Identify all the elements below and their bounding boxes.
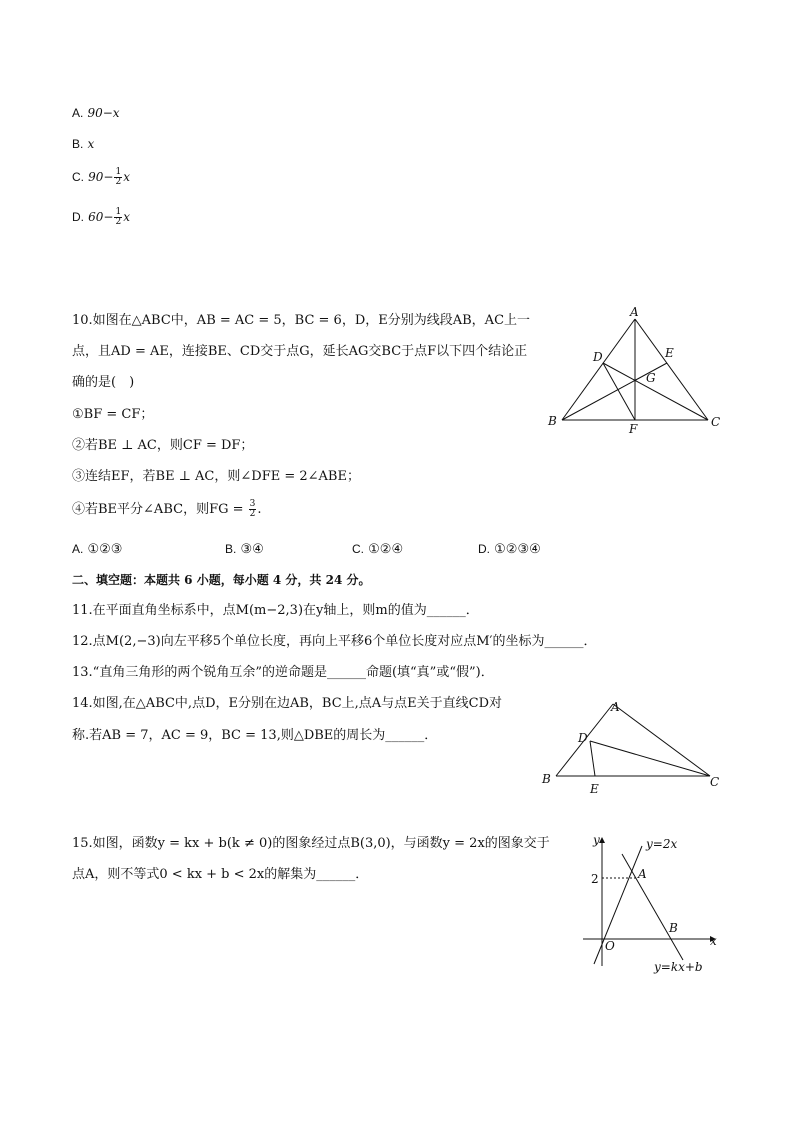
q10-line-2: 点，且AD = AE，连接BE、CD交于点G，延长AG交BC于点F以下四个结论正 xyxy=(72,344,528,359)
q10-conclusion-1: ①BF = CF； xyxy=(72,407,154,422)
label-f: F xyxy=(629,422,638,436)
q9-option-a xyxy=(72,104,120,123)
option-text: ①②④ xyxy=(368,542,404,557)
label-e: E xyxy=(665,346,674,360)
q10-option-c xyxy=(352,540,403,559)
fraction-denominator: 2 xyxy=(115,177,122,187)
fraction xyxy=(114,168,122,187)
label-c: C xyxy=(710,775,720,789)
line-y-2x xyxy=(594,846,642,964)
option-expr-pre: 60− xyxy=(88,210,114,224)
segment-dc xyxy=(590,741,710,776)
option-text: ①②③ xyxy=(87,542,123,557)
q10-triangle-figure xyxy=(540,305,730,440)
fraction xyxy=(114,208,122,227)
option-expr: x xyxy=(87,137,95,151)
label-b: B xyxy=(548,414,557,428)
label-a: A xyxy=(630,305,639,319)
fraction-numerator: 1 xyxy=(115,167,122,177)
option-label: C. xyxy=(72,170,84,184)
q10-line-3: 确的是( ) xyxy=(72,375,135,390)
label-a: A xyxy=(611,700,620,714)
q14-triangle-figure xyxy=(538,696,728,801)
conclusion-4-text: ④若BE平分∠ABC，则FG = xyxy=(72,502,248,517)
fraction-denominator: 2 xyxy=(115,217,122,227)
option-label: D. xyxy=(478,542,490,556)
label-b: B xyxy=(542,772,551,786)
q9-option-b xyxy=(72,135,94,154)
q10-option-b xyxy=(225,540,264,559)
option-expr-post: x xyxy=(123,170,130,184)
origin-label: O xyxy=(605,939,615,953)
q14-line-2: 称.若AB = 7，AC = 9，BC = 13,则△DBE的周长为______． xyxy=(72,728,438,743)
conclusion-4-end: . xyxy=(257,502,262,517)
q13: 13.“直角三角形的两个锐角互余”的逆命题是______命题(填“真”或“假”)． xyxy=(72,665,494,680)
section-2-heading: 二、填空题：本题共 6 小题，每小题 4 分，共 24 分。 xyxy=(72,573,371,587)
q11: 11.在平面直角坐标系中，点M(m−2,3)在y轴上，则m的值为______． xyxy=(72,603,479,618)
q10-line-1: 10.如图在△ABC中，AB = AC = 5，BC = 6，D，E分别为线段AB，AC上一 xyxy=(72,313,531,328)
label-b: B xyxy=(669,921,678,935)
option-label: B. xyxy=(225,542,237,556)
option-text: ①②③④ xyxy=(494,542,541,557)
q15-line-2: 点A，则不等式0 < kx + b < 2x的解集为______． xyxy=(72,867,369,882)
x-axis-label: x xyxy=(710,934,717,948)
q10-conclusion-3: ③连结EF，若BE ⊥ AC，则∠DFE = 2∠ABE； xyxy=(72,469,360,484)
option-label: D. xyxy=(72,210,84,224)
label-g: G xyxy=(646,371,656,385)
label-d: D xyxy=(578,731,588,745)
tick-2-label: 2 xyxy=(591,872,599,886)
option-label: B. xyxy=(72,137,84,151)
q10-option-a xyxy=(72,540,122,559)
label-c: C xyxy=(711,415,721,429)
option-label: A. xyxy=(72,106,84,120)
option-expr: 90−x xyxy=(87,106,120,120)
segment-de xyxy=(590,741,595,776)
q9-option-c xyxy=(72,168,130,187)
option-label: A. xyxy=(72,542,84,556)
q15-line-1: 15.如图，函数y = kx + b(k ≠ 0)的图象经过点B(3,0)，与函数y = 2x的图象交于 xyxy=(72,836,550,851)
fraction xyxy=(249,500,257,519)
line-y-2x-label: y=2x xyxy=(646,837,678,851)
label-e: E xyxy=(590,782,599,796)
q14-line-1: 14.如图,在△ABC中,点D，E分别在边AB，BC上,点A与点E关于直线CD对 xyxy=(72,696,503,711)
q10-option-d xyxy=(478,540,541,559)
q10-conclusion-4 xyxy=(72,500,262,519)
line-y-kx-b xyxy=(622,854,683,960)
q10-conclusion-2: ②若BE ⊥ AC，则CF = DF； xyxy=(72,438,254,453)
segment-ac xyxy=(635,319,708,420)
option-label: C. xyxy=(352,542,364,556)
fraction-numerator: 3 xyxy=(249,499,256,509)
label-d: D xyxy=(593,350,603,364)
segment-ab xyxy=(562,319,635,420)
label-a: A xyxy=(638,867,647,881)
y-axis-label: y xyxy=(593,833,600,847)
line-kx-b-label: y=kx+b xyxy=(654,960,703,974)
option-expr-pre: 90− xyxy=(88,170,114,184)
q12: 12.点M(2,−3)向左平移5个单位长度，再向上平移6个单位长度对应点M′的坐标为______． xyxy=(72,634,597,649)
q15-graph-figure xyxy=(578,828,728,978)
option-text: ③④ xyxy=(240,542,264,557)
segment-ac xyxy=(613,704,710,776)
fraction-denominator: 2 xyxy=(249,509,256,519)
q9-option-d xyxy=(72,208,130,227)
fraction-numerator: 1 xyxy=(115,207,122,217)
option-expr-post: x xyxy=(123,210,130,224)
